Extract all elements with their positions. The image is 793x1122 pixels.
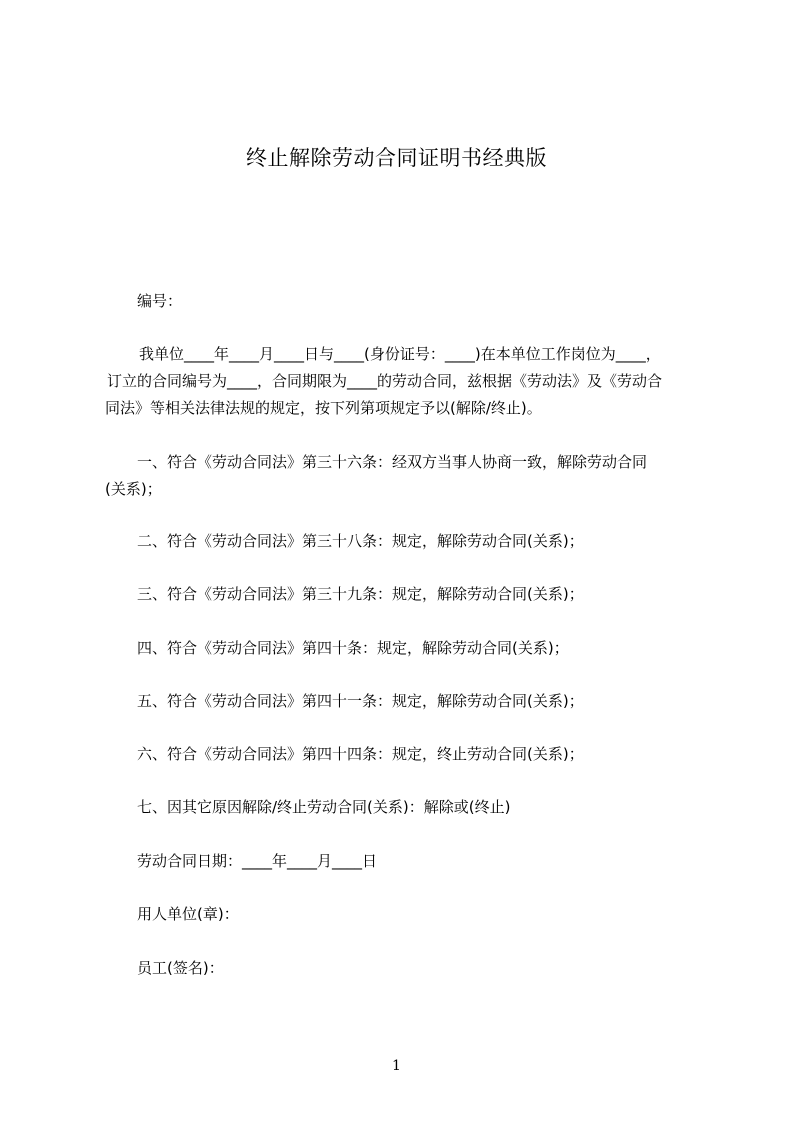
page-number: 1 bbox=[392, 1058, 401, 1074]
employer-seal-label: 用人单位(章)： bbox=[137, 905, 239, 923]
contract-date-line: 劳动合同日期：____年____月____日 bbox=[137, 852, 378, 870]
serial-number-label: 编号： bbox=[137, 292, 183, 310]
clause-4: 四、符合《劳动合同法》第四十条：规定，解除劳动合同(关系)； bbox=[137, 639, 569, 657]
intro-line-2: 订立的合同编号为____，合同期限为____的劳动合同，兹根据《劳动法》及《劳动合 bbox=[107, 372, 663, 390]
clause-3: 三、符合《劳动合同法》第三十九条：规定，解除劳动合同(关系)； bbox=[137, 585, 584, 603]
clause-7: 七、因其它原因解除/终止劳动合同(关系)：解除或(终止) bbox=[137, 798, 511, 816]
intro-line-3: 同法》等相关法律法规的规定，按下列第项规定予以(解除/终止)。 bbox=[105, 399, 542, 417]
document-title: 终止解除劳动合同证明书经典版 bbox=[246, 146, 547, 170]
intro-line-1: 我单位____年____月____日与____(身份证号：____)在本单位工作岗位为____， bbox=[139, 345, 661, 363]
clause-5: 五、符合《劳动合同法》第四十一条：规定，解除劳动合同(关系)； bbox=[137, 692, 584, 710]
clause-1-line-1: 一、符合《劳动合同法》第三十六条：经双方当事人协商一致，解除劳动合同 bbox=[137, 453, 648, 471]
clause-6: 六、符合《劳动合同法》第四十四条：规定，终止劳动合同(关系)； bbox=[137, 745, 584, 763]
employee-signature-label: 员工(签名)： bbox=[137, 959, 224, 977]
clause-1-line-2: (关系)； bbox=[105, 480, 162, 498]
clause-2: 二、符合《劳动合同法》第三十八条：规定，解除劳动合同(关系)； bbox=[137, 532, 584, 550]
